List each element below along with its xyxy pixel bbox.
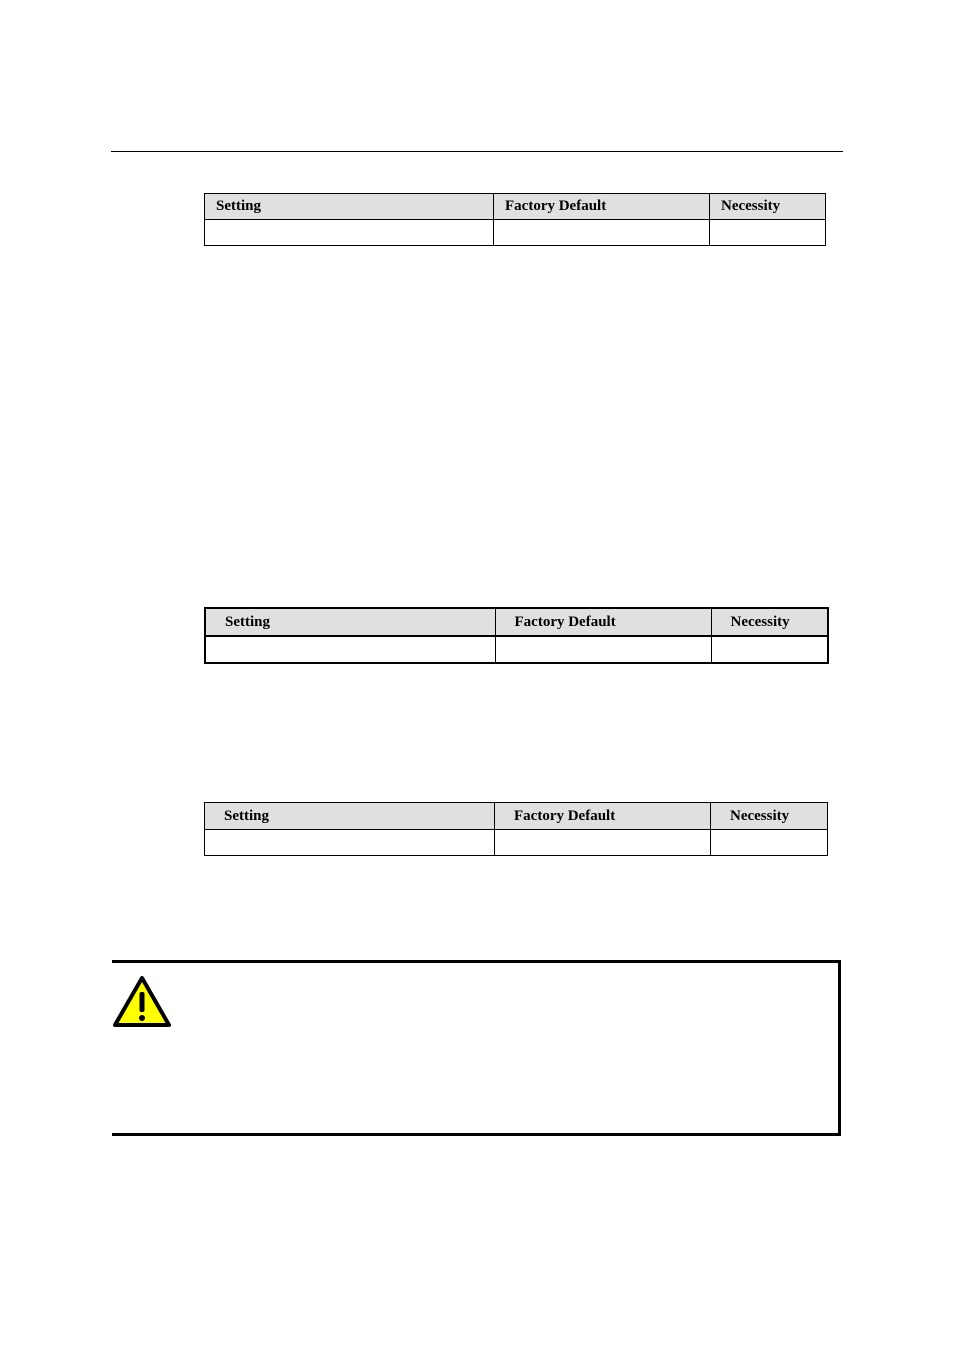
table-row: [205, 636, 828, 663]
cell-factory-default: [495, 636, 711, 663]
cell-necessity: [710, 220, 826, 246]
cell-necessity: [711, 830, 828, 856]
cell-setting: [205, 636, 495, 663]
settings-table-3: [204, 802, 828, 856]
table-header-row: [205, 608, 828, 636]
column-header-necessity: Necessity: [711, 803, 828, 830]
header-rule: [111, 151, 843, 152]
attention-box: [112, 960, 841, 1136]
column-header-setting: Setting: [205, 803, 495, 830]
table-header-row: [205, 194, 826, 220]
column-header-setting: Setting: [205, 608, 495, 636]
cell-factory-default: [494, 220, 710, 246]
column-header-factory-default: Factory Default: [495, 803, 711, 830]
table-row: [205, 220, 826, 246]
cell-setting: [205, 830, 495, 856]
column-header-setting: Setting: [205, 194, 494, 220]
table-header-row: [205, 803, 828, 830]
column-header-necessity: Necessity: [711, 608, 828, 636]
column-header-factory-default: Factory Default: [495, 608, 711, 636]
cell-necessity: [711, 636, 828, 663]
column-header-necessity: Necessity: [710, 194, 826, 220]
settings-table-2: [204, 607, 829, 664]
cell-factory-default: [495, 830, 711, 856]
column-header-factory-default: Factory Default: [494, 194, 710, 220]
cell-setting: [205, 220, 494, 246]
settings-table-1: [204, 193, 826, 246]
warning-icon: [113, 976, 171, 1028]
table-row: [205, 830, 828, 856]
